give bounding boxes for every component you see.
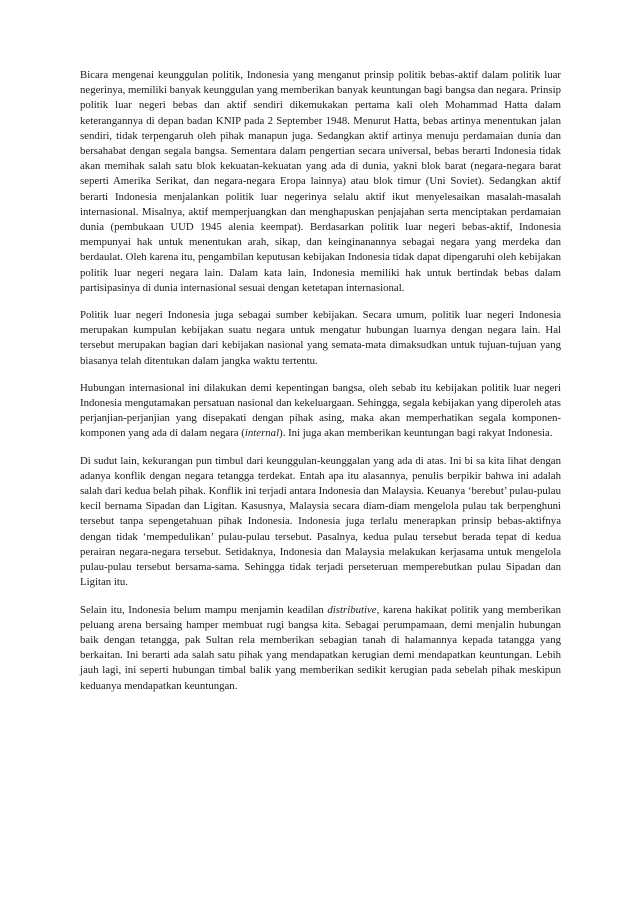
paragraph-4 [80, 454, 561, 591]
paragraph-2 [80, 308, 561, 369]
paragraph-text: Selain itu, Indonesia belum mampu menjamin keadilan [80, 603, 328, 616]
paragraph-text: Hubungan internasional ini dilakukan demi kepentingan bangsa, oleh sebab itu kebijakan politik luar negeri Indonesia mengutamakan persatuan nasional dan kekeluargaan. Sehingga, segala kebijakan yang diperoleh atas perjanjian-perjanjian yang disepakati dengan pihak asing, maka akan memperhatikan segala komponen-komponen yang ada di dalam negara ( [80, 381, 561, 440]
paragraph-text: Politik luar negeri Indonesia juga sebagai sumber kebijakan. Secara umum, politik luar negeri Indonesia merupakan kumpulan kebijakan suatu negara untuk mengatur hubungan luarnya dengan negara lain. Hal tersebut merupakan bagian dari kebijakan nasional yang semata-mata dimaksudkan untuk tujuan-tujuan yang biasanya telah ditentukan dalam jangka waktu tertentu. [80, 309, 561, 367]
paragraph-text: Di sudut lain, kekurangan pun timbul dari keunggulan-keunggalan yang ada di atas. Ini bi sa kita lihat dengan adanya konflik dengan negara tetangga terdekat. Entah apa itu alasannya, penulis berpikir bahwa ini adalah salah dari kedua belah pihak. Konflik ini terjadi antara Indonesia dan Malaysia. Keuanya ‘berebut’ pulau-pulau kecil bernama Sipadan dan Ligitan. Kasusnya, Malaysia secara diam-diam mengelola pulau tak berpenghuni tersebut tanpa sepengetahuan pihak Indonesia. Indonesia juga terlalu menerapkan prinsip bebas-aktifnya dengan tidak ‘mempedulikan’ pulau-pulau tersebut. Pasalnya, kedua pulau tersebut berada tepat di kedua perairan negara-negara tersebut. Setidaknya, Indonesia dan Malaysia melakukan kerjasama untuk mengelola pulau-pulau tersebut bersama-sama. Sehingga tidak terjadi perseteruan memperebutkan pulau Sipadan dan Ligitan itu. [80, 454, 561, 589]
paragraph-1 [80, 68, 561, 296]
document-body [80, 68, 561, 694]
paragraph-text: ). Ini juga akan memberikan keuntungan bagi rakyat Indonesia. [279, 427, 553, 440]
paragraph-3 [80, 381, 561, 442]
italic-term-distributive: distributive [327, 603, 377, 616]
paragraph-text: Bicara mengenai keunggulan politik, Indonesia yang menganut prinsip politik bebas-aktif dalam politik luar negerinya, memiliki banyak keunggulan yang memberikan banyak keuntungan bagi bangsa dan negara. Prinsip politik luar negeri bebas dan aktif sendiri dikemukakan pertama kali oleh Mohammad Hatta dalam keterangannya di depan badan KNIP pada 2 September 1948. Menurut Hatta, bebas artinya menentukan jalan sendiri, tidak terpengaruh oleh pihak manapun juga. Sedangkan aktif artinya menuju perdamaian dunia dan bersahabat dengan segala bangsa. Sementara dalam pengertian secara universal, bebas berarti Indonesia tidak akan memihak salah satu blok kekuatan-kekuatan yang ada di dunia, yakni blok barat (negara-negara barat seperti Amerika Serikat, dan negara-negara Eropa lainnya) atau blok timur (Uni Soviet). Sedangkan aktif berarti Indonesia menjalankan politik luar negerinya selalu aktif ikut menyelesaikan masalah-masalah internasional. Misalnya, aktif memperjuangkan dan menghapuskan penjajahan serta menciptakan perdamaian dunia (pembukaan UUD 1945 alenia keempat). Berdasarkan politik luar negeri bebas-aktif, Indonesia mempunyai hak untuk menentukan arah, sikap, dan keinginanannya sebagai negara yang merdeka dan berdaulat. Oleh karena itu, pengambilan keputusan kebijakan Indonesia tidak dapat dipengaruhi oleh kebijakan politik luar negeri negara lain. Dalam kata lain, Indonesia memiliki hak untuk bertindak bebas dalam partisipasinya di dunia internasional sesuai dengan ketetapan internasional. [80, 69, 561, 294]
italic-term-internal: internal [244, 427, 280, 440]
paragraph-text: , karena hakikat politik yang memberikan peluang arena bersaing hamper membuat rugi bangsa kita. Sebagai perumpamaan, demi menjalin hubungan baik dengan tetangga, pak Sultan rela memberikan sebagian tanah di halamannya kepada tatangga yang berkaitan. Ini berarti ada salah satu pihak yang mendapatkan kerugian demi mendapatkan keuntungan. Lebih jauh lagi, ini seperti hubungan timbal balik yang memberikan sedikit kerugian pada sebelah pihak meskipun keduanya mendapatkan keuntungan. [80, 603, 562, 692]
paragraph-5 [80, 603, 561, 694]
